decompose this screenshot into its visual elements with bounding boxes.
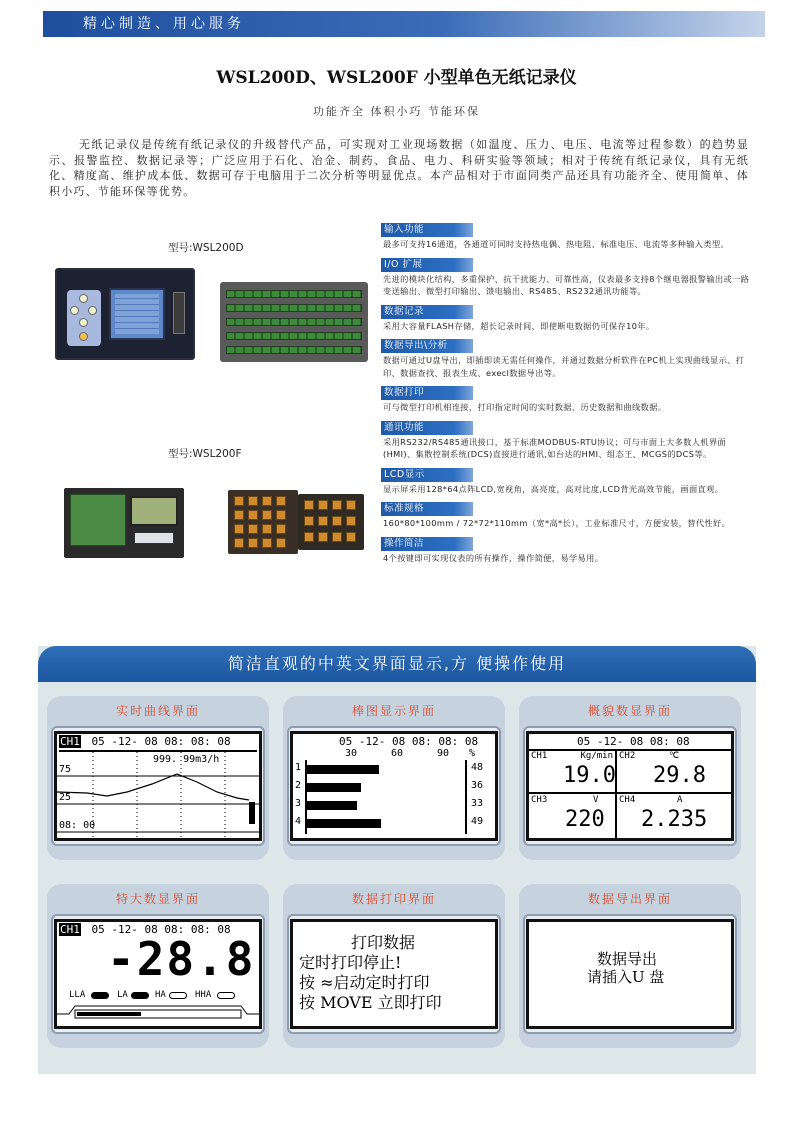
- feature-item: [381, 333, 752, 380]
- channel-label: CH1: [60, 735, 80, 748]
- feature-text: 先进的模块化结构，多重保护、抗干扰能力、可靠性高，仪表最多支持8个继电器报警输出或一路变送输出、微型打印输出、馈电输出、RS485、RS232通讯功能等。: [383, 273, 750, 296]
- bar-row-bar: [307, 765, 379, 774]
- datetime: 05 -12- 08 08: 08: 08: [91, 735, 231, 748]
- bar-row-label: 4: [295, 816, 302, 827]
- time-label: 08: 00: [59, 820, 96, 831]
- card-title: 数据导出界面: [587, 892, 672, 906]
- bar-row-value: 33: [471, 798, 484, 809]
- feature-item: [381, 415, 752, 462]
- feature-text: 160*80*100mm / 72*72*110mm（宽*高*长），工业标准尺寸，方便安装，替代性好。: [383, 518, 731, 528]
- print-line: 按 MOVE 立即打印: [299, 993, 442, 1012]
- wsl200d-front-image: [55, 268, 195, 360]
- bar-row-value: 48: [471, 762, 484, 773]
- lcd-big: [54, 919, 262, 1029]
- model-label-wsl200d: 型号:WSL200D: [168, 242, 244, 254]
- feature-text: 采用RS232/RS485通讯接口，基于标准MODBUS-RTU协议；可与市面上大多数人机界面(HMI)、集散控制系统(DCS)直接进行通讯,如台达的HMI、组态王、MCGS的DCS等。: [383, 436, 727, 459]
- y-label-75: 75: [59, 764, 72, 775]
- feature-item: [381, 217, 752, 252]
- page-subtitle: 功能齐全 体积小巧 节能环保: [313, 105, 480, 118]
- wsl200f-side-image: [64, 488, 184, 558]
- scale-90: 90: [437, 748, 450, 759]
- feature-heading: 数据打印: [381, 386, 473, 400]
- card-big: [47, 884, 269, 1048]
- datetime: 05 -12- 08 08: 08: 08: [339, 735, 479, 748]
- card-title: 特大数显界面: [115, 892, 200, 906]
- card-title: 数据打印界面: [351, 892, 436, 906]
- level-bar: [57, 1002, 259, 1024]
- card-bar: [283, 696, 505, 860]
- scale-60: 60: [391, 748, 404, 759]
- alarm-lla: LLA: [69, 990, 86, 1000]
- bar-row-label: 3: [295, 798, 302, 809]
- trend-curve: [57, 752, 259, 838]
- export-line: 数据导出: [597, 950, 658, 968]
- feature-heading: I/O 扩展: [381, 258, 473, 272]
- alarm-hha: HHA: [195, 990, 212, 1000]
- overview-cell: CH1 Kg/min 19.0: [531, 751, 616, 788]
- feature-heading: LCD显示: [381, 468, 473, 482]
- model-label-wsl200f: 型号:WSL200F: [168, 448, 242, 460]
- card-title: 实时曲线界面: [115, 704, 200, 718]
- datetime: 05 -12- 08 08: 08: 08: [91, 923, 231, 936]
- feature-heading: 数据导出\分析: [381, 339, 473, 353]
- bar-row-label: 2: [295, 780, 302, 791]
- overview-cell: CH2 ℃ 29.8: [619, 751, 706, 788]
- feature-heading: 数据记录: [381, 305, 473, 319]
- card-title: 概貌数显界面: [587, 704, 672, 718]
- wsl200f-back-image-2: [298, 494, 364, 550]
- feature-text: 可与微型打印机相连接，打印指定时间的实时数据、历史数据和曲线数据。: [383, 402, 667, 412]
- lcd-export: [526, 919, 734, 1029]
- export-line: 请插入U 盘: [587, 968, 665, 986]
- wsl200d-back-image: [220, 282, 368, 362]
- alarm-ha: HA: [155, 990, 166, 1000]
- card-curve: [47, 696, 269, 860]
- bar-row-bar: [307, 801, 357, 810]
- feature-heading: 输入功能: [381, 223, 473, 237]
- overview-cell: CH4 A 2.235: [619, 795, 708, 832]
- feature-text: 采用大容量FLASH存储，超长记录时间，即使断电数据仍可保存10年。: [383, 320, 655, 331]
- feature-text: 4个按键即可实现仪表的所有操作，操作简便，易学易用。: [383, 552, 604, 563]
- lcd-screen-icon: [109, 288, 165, 340]
- print-line: 打印数据: [351, 933, 416, 952]
- interface-panel-header: 简洁直观的中英文界面显示,方 便操作使用: [38, 646, 756, 682]
- big-value: -28.8: [107, 932, 256, 986]
- y-label-25: 25: [59, 792, 72, 803]
- bar-row-bar: [307, 819, 381, 828]
- bar-row-value: 49: [471, 816, 484, 827]
- bar-row-label: 1: [295, 762, 302, 773]
- feature-heading: 通讯功能: [381, 421, 473, 435]
- intro-paragraph: 无纸记录仪是传统有纸记录仪的升级替代产品，可实现对工业现场数据（如温度、压力、电压、电流等过程参数）的趋势显示、报警监控、数据记录等；广泛应用于石化、冶金、制药、食品、电力、科研实验等领域；相对于传统有纸记录仪，具有无纸化、精度高、维护成本低、数据可存于电脑用于二次分析等明显优点。本产品相对于市面同类产品还具有功能齐全、使用简单、体积小巧、节能环保等优势。: [49, 138, 749, 198]
- feature-item: [381, 462, 752, 497]
- wsl200f-back-image: [228, 490, 298, 554]
- bar-row-value: 36: [471, 780, 484, 791]
- top-banner: 精心制造、用心服务: [43, 11, 765, 37]
- print-line: 定时打印停止!: [299, 953, 402, 972]
- card-print: [283, 884, 505, 1048]
- lcd-curve: [54, 731, 262, 841]
- bar-row-bar: [307, 783, 361, 792]
- keypad-icon: [67, 290, 101, 346]
- feature-text: 数据可通过U盘导出，即插即读无需任何操作，并通过数据分析软件在PC机上实现曲线显示、打印、数据查找、报表生成、execl数据导出等。: [383, 355, 745, 378]
- feature-list: [381, 217, 752, 565]
- feature-item: [381, 299, 752, 334]
- feature-item: [381, 252, 752, 299]
- card-title: 棒图显示界面: [351, 704, 436, 718]
- overview-cell: CH3 V 220: [531, 795, 605, 832]
- feature-text: 最多可支持16通道，各通道可同时支持热电偶、热电阻、标准电压、电流等多种输入类型。: [383, 239, 730, 249]
- alarm-la: LA: [117, 990, 128, 1000]
- feature-heading: 操作简洁: [381, 537, 473, 551]
- feature-item: [381, 496, 752, 531]
- feature-item: [381, 380, 752, 415]
- lcd-screen-icon: [130, 496, 178, 526]
- lcd-print: [290, 919, 498, 1029]
- curve-value: 999. 99m3/h: [153, 754, 220, 765]
- print-line: 按 ≈启动定时打印: [299, 973, 430, 992]
- scale-30: 30: [345, 748, 358, 759]
- feature-text: 显示屏采用128*64点阵LCD,宽视角，高亮度，高对比度,LCD背光高效节能，画面直观。: [383, 483, 724, 494]
- card-overview: [519, 696, 741, 860]
- lcd-overview: [526, 731, 734, 841]
- channel-label: CH1: [60, 923, 80, 936]
- card-export: [519, 884, 741, 1048]
- page-title: WSL200D、WSL200F 小型单色无纸记录仪: [216, 68, 577, 88]
- button-strip-icon: [134, 532, 174, 544]
- feature-heading: 标准规格: [381, 502, 473, 516]
- lcd-bar: [290, 731, 498, 841]
- usb-port-icon: [173, 292, 185, 334]
- datetime: 05 -12- 08 08: 08: [577, 735, 690, 748]
- feature-item: [381, 531, 752, 566]
- scale-percent: %: [469, 748, 476, 759]
